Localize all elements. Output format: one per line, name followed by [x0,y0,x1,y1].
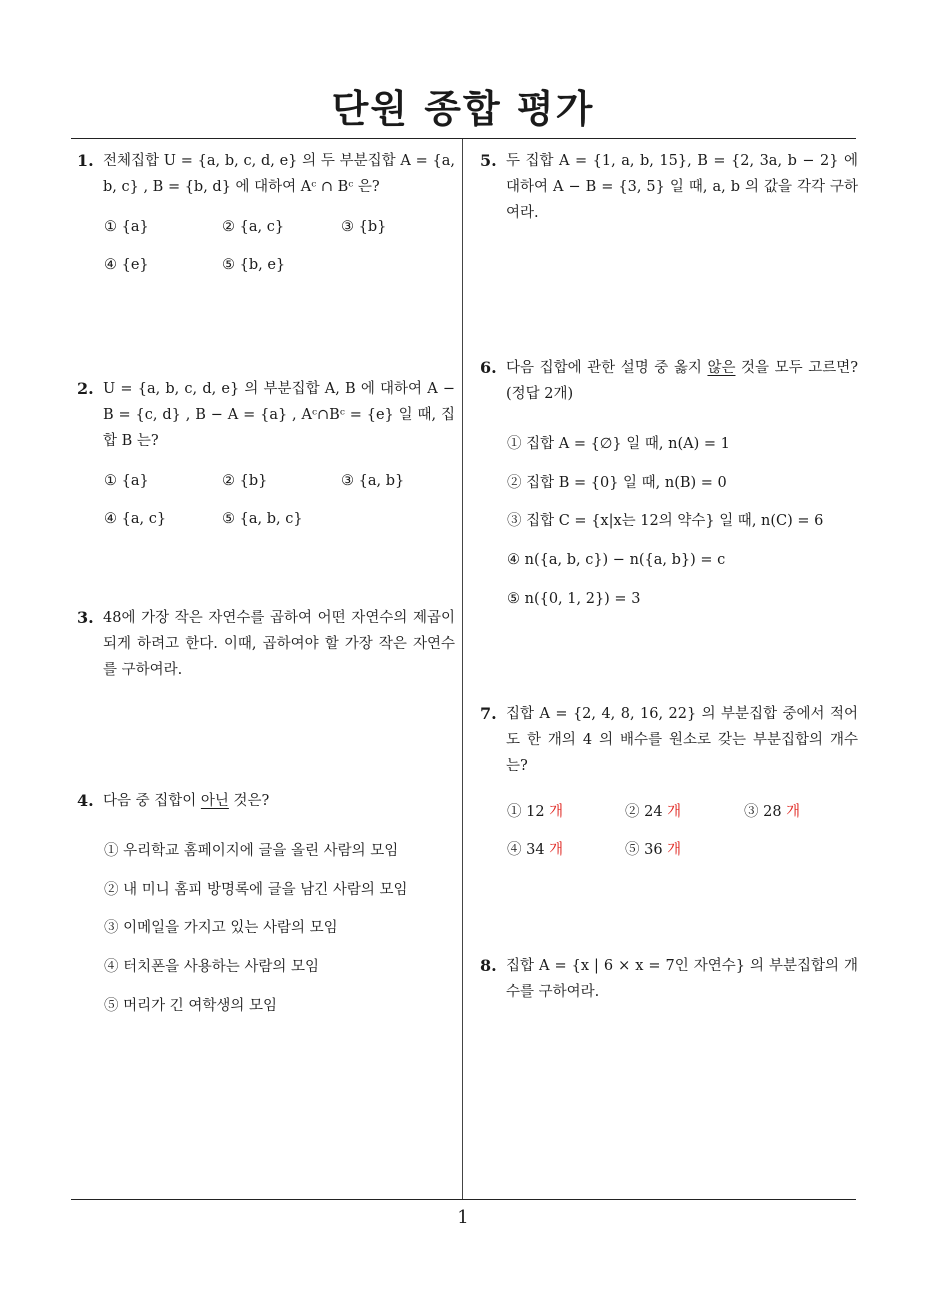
question-1 [77,148,455,290]
choice-label: ④ 34 [507,842,545,858]
question-6 [480,355,858,624]
question-number: 3. [77,608,94,627]
choice-row [104,252,455,290]
choice-1[interactable]: ① {a} [104,219,149,235]
choice-label: ① 12 [507,804,545,820]
question-7 [480,701,858,875]
choice-5[interactable]: ⑤ 머리가 긴 여학생의 모임 [104,997,278,1014]
stem-underlined: 아닌 [200,793,229,809]
stem-text: 것은? [228,793,270,809]
choice-row [507,799,858,837]
question-stem: 전체집합 U = {a, b, c, d, e} 의 두 부분집합 A = {a, b, c} , B = {b, d} 에 대하여 Aᶜ ∩ Bᶜ 은? [103,153,455,195]
question-number: 1. [77,151,94,170]
question-number: 5. [480,151,497,170]
bottom-rule [71,1199,856,1200]
choice-3[interactable]: ③ {a, b} [341,473,405,489]
stem-text: 다음 집합에 관한 설명 중 옳지 [506,360,708,376]
choice-label: ② 24 [625,804,663,820]
choice-unit: 개 [549,842,564,858]
choice-row [104,214,455,252]
question-stem: 48에 가장 작은 자연수를 곱하여 어떤 자연수의 제곱이 되게 하려고 한다. 이때, 곱하여야 할 가장 작은 자연수를 구하여라. [103,610,455,678]
question-stem: 두 집합 A = {1, a, b, 15}, B = {2, 3a, b − 2} 에 대하여 A − B = {3, 5} 일 때, a, b 의 값을 각각 구하여라. [506,153,858,221]
question-number: 7. [480,704,497,723]
question-8 [480,953,858,1005]
stem-text: 다음 중 집합이 [103,793,201,809]
choice-2[interactable]: ② {b} [222,473,268,489]
question-4 [77,788,455,1031]
choice-2[interactable]: ② 집합 B = {0} 일 때, n(B) = 0 [507,474,727,491]
choice-1[interactable]: ① 집합 A = {∅} 일 때, n(A) = 1 [507,436,730,452]
page-title: 단원 종합 평가 [331,87,595,131]
choice-unit: 개 [786,804,801,820]
choice-row [104,506,455,544]
column-divider [462,139,463,1199]
choice-3[interactable]: ③ 이메일을 가지고 있는 사람의 모임 [104,920,338,937]
page-number: 1 [457,1207,469,1228]
choice-5[interactable]: ⑤ {b, e} [222,257,286,273]
choice-2[interactable]: ② {a, c} [222,219,285,235]
choice-unit: 개 [667,804,682,820]
question-number: 8. [480,956,497,975]
stem-underlined: 않은 [707,360,736,376]
choice-label: ⑤ 36 [625,842,663,858]
choice-5[interactable] [625,837,681,863]
choice-4[interactable]: ④ 터치폰을 사용하는 사람의 모임 [104,959,320,976]
top-rule [71,138,856,139]
choice-unit: 개 [549,804,564,820]
question-stem: 집합 A = {2, 4, 8, 16, 22} 의 부분집합 중에서 적어도 한 개의 4 의 배수를 원소로 갖는 부분집합의 개수는? [506,706,858,774]
choice-2[interactable] [625,799,681,825]
choice-5[interactable]: ⑤ n({0, 1, 2}) = 3 [507,590,641,607]
question-5 [480,148,858,226]
question-number: 6. [480,358,497,377]
question-stem: U = {a, b, c, d, e} 의 부분집합 A, B 에 대하여 A − B = {c, d} , B − A = {a} , Aᶜ∩Bᶜ = {e} 일 때, 집합 B 는? [103,381,455,449]
question-2 [77,376,455,544]
choice-4[interactable]: ④ n({a, b, c}) − n({a, b}) = c [507,552,726,569]
choice-row [507,837,858,875]
choice-list [104,838,455,1031]
choice-label: ③ 28 [744,804,782,820]
question-number: 4. [77,791,94,810]
choice-4[interactable]: ④ {e} [104,257,149,273]
choice-list [507,431,858,624]
choice-3[interactable] [744,799,800,825]
choice-1[interactable]: ① 우리학교 홈페이지에 글을 올린 사람의 모임 [104,843,399,859]
choice-unit: 개 [667,842,682,858]
choice-4[interactable] [507,837,563,863]
question-stem: 집합 A = {x | 6 × x = 7인 자연수} 의 부분집합의 개수를 구하여라. [506,958,858,1000]
choice-1[interactable]: ① {a} [104,473,149,489]
choice-1[interactable] [507,799,563,825]
question-number: 2. [77,379,94,398]
choice-2[interactable]: ② 내 미니 홈피 방명록에 글을 남긴 사람의 모임 [104,881,408,898]
question-stem [506,355,858,407]
choice-5[interactable]: ⑤ {a, b, c} [222,511,303,527]
choice-3[interactable]: ③ 집합 C = {x|x는 12의 약수} 일 때, n(C) = 6 [507,513,824,530]
choice-3[interactable]: ③ {b} [341,219,387,235]
choice-4[interactable]: ④ {a, c} [104,511,167,527]
stem-text: 것을 모두 고르면? (정답 2개) [506,360,858,402]
choice-row [104,468,455,506]
question-3 [77,605,455,683]
question-stem [103,788,455,814]
